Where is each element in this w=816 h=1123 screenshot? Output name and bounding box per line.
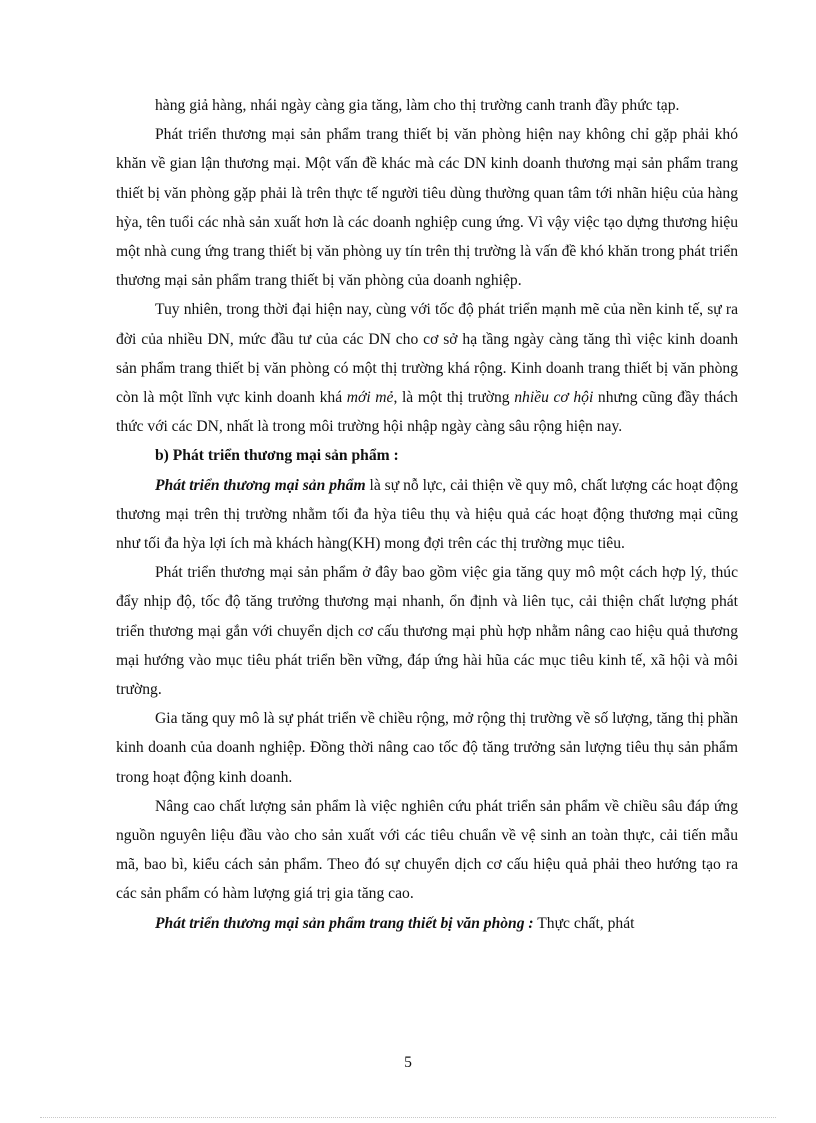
- page-bottom-divider: [40, 1117, 776, 1118]
- paragraph-1: hàng giả hàng, nhái ngày càng gia tăng, làm cho thị trường canh tranh đầy phức tạp.: [155, 97, 680, 114]
- paragraph-4: [116, 471, 738, 559]
- italic-phrase-moi-me: mới mẻ: [346, 389, 394, 407]
- paragraph-2: Phát triển thương mại sản phẩm trang thiết bị văn phòng hiện nay không chỉ gặp phải khó khăn về gian lận thương mại. Một vấn đề khác mà các DN kinh doanh thương mại sản phẩm trang thiết bị văn phòng gặp phải là trên thực tế người tiêu dùng thường quan tâm tới nhãn hiệu của hàng hỳa, tên tuổi các nhà sản xuất hơn là các doanh nghiệp cung ứng. Vì vậy việc tạo dựng thương hiệu một nhà cung ứng trang thiết bị văn phòng uy tín trên thị trường là vấn đề khó khăn trong phát triển thương mại sản phẩm trang thiết bị văn phòng của doanh nghiệp.: [116, 126, 738, 290]
- italic-phrase-nhieu-co-hoi: nhiều cơ hội: [514, 389, 594, 407]
- page-number: 5: [404, 1054, 412, 1071]
- paragraph-8-text: Thực chất, phát: [533, 914, 635, 932]
- paragraph-7: Nâng cao chất lượng sản phẩm là việc nghiên cứu phát triển sản phẩm về chiều sâu đáp ứng nguồn nguyên liệu đầu vào cho sản xuất với các tiêu chuẩn về vệ sinh an toàn thực, cải tiến mẫu mã, bao bì, kiểu cách sản phẩm. Theo đó sự chuyển dịch cơ cấu hiệu quả phải theo hướng tạo ra các sản phẩm có hàm lượng giá trị gia tăng cao.: [116, 797, 738, 903]
- paragraph-8: [116, 909, 738, 938]
- paragraph-3-text-start: Tuy nhiên, trong thời đại hiện nay, cùng với tốc độ phát triển mạnh mẽ của nền kinh tế, sự ra đời của nhiều DN, mức đầu tư của các DN cho cơ sở hạ tầng ngày càng tăng thì việc kinh doanh sản phẩm trang thiết bị văn phòng có một thị trường khá rộng. Kinh doanh trang thiết bị văn phòng còn là một lĩnh vực kinh doanh khá: [116, 301, 738, 407]
- paragraph-5: Phát triển thương mại sản phẩm ở đây bao gồm việc gia tăng quy mô một cách hợp lý, thúc đẩy nhịp độ, tốc độ tăng trưởng thương mại nhanh, ổn định và liên tục, cải thiện chất lượng phát triển thương mại gắn với chuyển dịch cơ cấu thương mại phù hợp nhằm nâng cao hiệu quả thương mại hướng vào mục tiêu phát triển bền vững, đáp ứng hài hũa các mục tiêu kinh tế, xã hội và môi trường.: [116, 564, 738, 699]
- paragraph-3: [116, 295, 738, 441]
- body-text: [116, 91, 738, 938]
- paragraph-3-text-mid: , là một thị trường: [393, 389, 515, 407]
- paragraph-6: Gia tăng quy mô là sự phát triển về chiều rộng, mở rộng thị trường về số lượng, tăng thị phần kinh doanh của doanh nghiệp. Đồng thời nâng cao tốc độ tăng trưởng sản lượng tiêu thụ sản phẩm trong hoạt động kinh doanh.: [116, 710, 738, 786]
- paragraph-3-text-end: nhưng cũng đầy thách thức với các DN, nhất là trong môi trường hội nhập ngày càng sâu rộng hiện nay.: [116, 389, 738, 436]
- definition-term: Phát triển thương mại sản phẩm: [155, 476, 366, 494]
- subsection-term: Phát triển thương mại sản phẩm trang thiết bị văn phòng :: [155, 914, 534, 932]
- definition-text: là sự nỗ lực, cải thiện về quy mô, chất lượng các hoạt động thương mại trên thị trường nhằm tối đa hỳa tiêu thụ và hiệu quả các hoạt động thương mại cũng như tối đa hỳa lợi ích mà khách hàng(KH) mong đợi trên các thị trường mục tiêu.: [116, 476, 738, 553]
- section-heading-b: b) Phát triển thương mại sản phẩm :: [155, 447, 399, 465]
